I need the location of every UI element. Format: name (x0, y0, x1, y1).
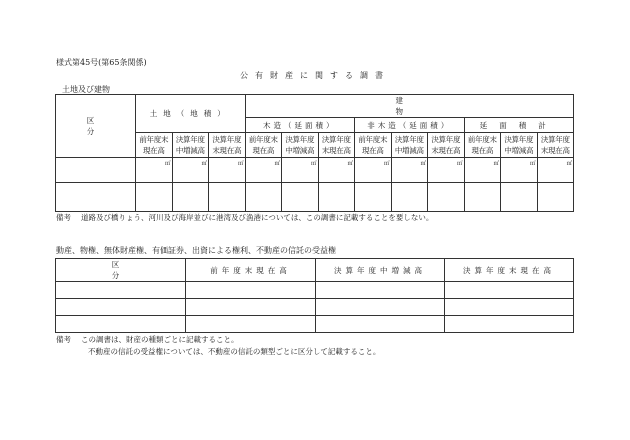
col-header-line1: 決算年度 (321, 135, 351, 144)
current-header: 決算年度末現在高 (445, 259, 574, 282)
area-cell[interactable] (282, 158, 319, 183)
prev-year-col-header (464, 133, 501, 158)
change-col-header (391, 133, 428, 158)
table-cell[interactable] (186, 299, 316, 316)
col-header-line1: 決算年度 (540, 135, 570, 144)
col-header-line1: 決算年度 (431, 135, 461, 144)
unit-label: ㎡ (201, 161, 207, 167)
area-cell[interactable] (209, 158, 246, 183)
kubun-cell[interactable] (56, 183, 136, 212)
unit-label: ㎡ (311, 161, 317, 167)
table-cell[interactable] (186, 282, 316, 299)
col-header-line2: 末現在高 (540, 146, 570, 155)
col-header-line1: 決算年度 (394, 135, 424, 144)
section1-heading: 土地及び建物 (62, 85, 110, 94)
area-cell[interactable] (136, 158, 173, 183)
total-area-header: 延面積計 (464, 118, 574, 133)
area-cell[interactable] (428, 158, 465, 183)
table-cell[interactable] (56, 282, 186, 299)
property-table (55, 258, 574, 333)
table-cell[interactable] (316, 299, 445, 316)
table-cell[interactable] (445, 299, 574, 316)
land-header: 土地（地積） (136, 95, 246, 133)
area-cell[interactable] (501, 158, 538, 183)
unit-label: ㎡ (238, 161, 244, 167)
col-header-line1: 前年度末 (467, 135, 497, 144)
area-cell[interactable] (537, 158, 574, 183)
current-col-header (428, 133, 465, 158)
col-header-line1: 決算年度 (504, 135, 534, 144)
change-col-header (501, 133, 538, 158)
area-cell[interactable] (537, 183, 574, 212)
unit-label: ㎡ (384, 161, 390, 167)
col-header-line1: 前年度末 (358, 135, 388, 144)
area-cell[interactable] (355, 183, 392, 212)
unit-label: ㎡ (347, 161, 354, 167)
col-header-line2: 現在高 (361, 146, 384, 155)
area-cell[interactable] (464, 183, 501, 212)
current-col-header (537, 133, 574, 158)
area-cell[interactable] (245, 158, 282, 183)
kubun-cell[interactable] (56, 158, 136, 183)
area-cell[interactable] (391, 158, 428, 183)
wood-header: 木造（延面積） (245, 118, 355, 133)
table-cell[interactable] (316, 316, 445, 333)
section2-note (56, 334, 380, 358)
col-header-line2: 中増減高 (175, 146, 205, 155)
col-header-line2: 現在高 (252, 146, 275, 155)
change-col-header (172, 133, 209, 158)
document-title: 公有財産に関する調書 (240, 71, 390, 80)
unit-label: ㎡ (566, 161, 573, 167)
col-header-line2: 現在高 (142, 146, 165, 155)
col-header-line2: 末現在高 (212, 146, 242, 155)
area-cell[interactable] (172, 183, 209, 212)
unit-label: ㎡ (457, 161, 463, 167)
unit-label: ㎡ (493, 161, 500, 167)
table-cell[interactable] (316, 282, 445, 299)
land-building-table (55, 94, 574, 212)
prev-year-col-header (245, 133, 282, 158)
prev-year-header: 前年度末現在高 (186, 259, 316, 282)
note-text-line1: この調書は、財産の種類ごとに記載すること。 (81, 335, 239, 344)
unit-label: ㎡ (420, 161, 427, 167)
area-cell[interactable] (318, 183, 355, 212)
col-header-line2: 末現在高 (321, 146, 351, 155)
table-cell[interactable] (186, 316, 316, 333)
nonwood-header: 非木造（延面積） (355, 118, 465, 133)
area-cell[interactable] (282, 183, 319, 212)
table-cell[interactable] (56, 316, 186, 333)
unit-label: ㎡ (164, 161, 171, 167)
table-cell[interactable] (445, 316, 574, 333)
col-header-line2: 中増減高 (504, 146, 534, 155)
change-col-header (282, 133, 319, 158)
building-header: 建物 (245, 95, 574, 118)
area-cell[interactable] (209, 183, 246, 212)
prev-year-col-header (355, 133, 392, 158)
area-cell[interactable] (318, 158, 355, 183)
note-text-line2: 不動産の信託の受益権については、不動産の信託の類型ごとに区分して記載すること。 (88, 347, 381, 356)
kubun-header: 区分 (56, 259, 186, 282)
unit-label: ㎡ (530, 161, 536, 167)
col-header-line2: 中増減高 (285, 146, 315, 155)
area-cell[interactable] (245, 183, 282, 212)
col-header-line1: 前年度末 (248, 135, 278, 144)
note-label: 備考 (56, 213, 71, 222)
section2-heading: 動産、物権、無体財産権、有価証券、出資による権利、不動産の信託の受益権 (56, 246, 336, 255)
col-header-line1: 決算年度 (212, 135, 242, 144)
area-cell[interactable] (172, 158, 209, 183)
col-header-line1: 決算年度 (285, 135, 315, 144)
area-cell[interactable] (428, 183, 465, 212)
current-col-header (209, 133, 246, 158)
area-cell[interactable] (136, 183, 173, 212)
col-header-line2: 末現在高 (431, 146, 461, 155)
prev-year-col-header (136, 133, 173, 158)
area-cell[interactable] (391, 183, 428, 212)
col-header-line2: 現在高 (471, 146, 494, 155)
table-cell[interactable] (56, 299, 186, 316)
col-header-line1: 前年度末 (139, 135, 169, 144)
form-number: 様式第45号(第65条関係) (56, 58, 147, 67)
section1-note (56, 212, 433, 223)
area-cell[interactable] (501, 183, 538, 212)
kubun-header: 区分 (56, 95, 136, 158)
area-cell[interactable] (464, 158, 501, 183)
note-text: 道路及び橋りょう、河川及び海岸並びに港湾及び漁港については、この調書に記載することを要しない。 (81, 213, 434, 222)
current-col-header (318, 133, 355, 158)
area-cell[interactable] (355, 158, 392, 183)
unit-label: ㎡ (274, 161, 281, 167)
note-label: 備考 (56, 335, 71, 344)
change-header: 決算年度中増減高 (316, 259, 445, 282)
col-header-line1: 決算年度 (175, 135, 205, 144)
table-cell[interactable] (445, 282, 574, 299)
col-header-line2: 中増減高 (394, 146, 424, 155)
